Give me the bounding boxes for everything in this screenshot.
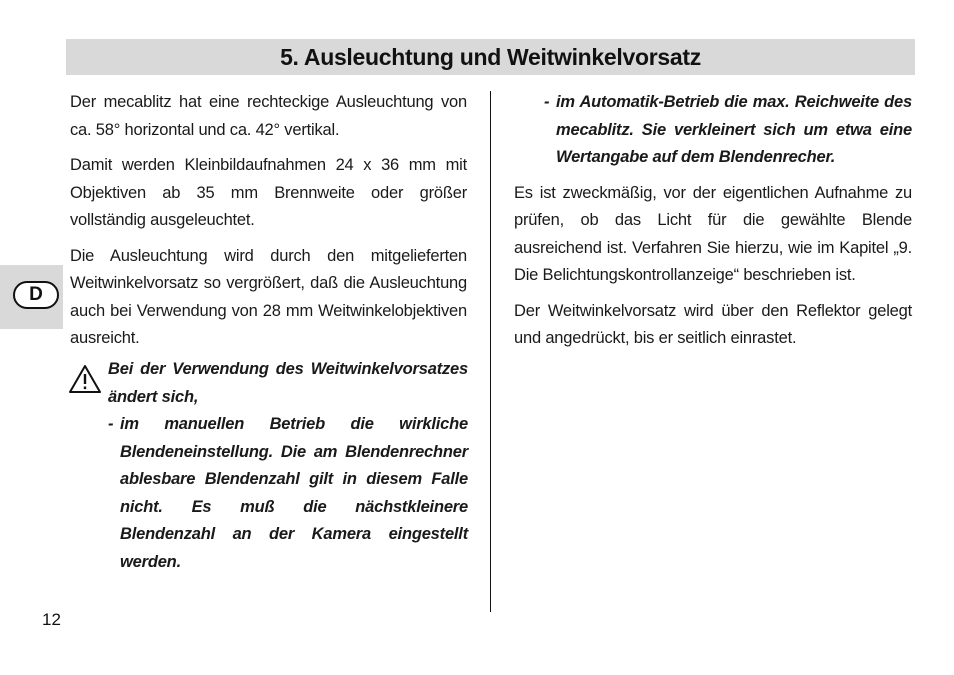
warning-text	[108, 356, 468, 576]
paragraph-check-light: Es ist zweckmäßig, vor der eigentlichen Aufnahme zu prüfen, ob das Licht für die gewählte Blende ausreichend ist. Verfahren Sie hierzu, wie im Kapitel „9. Die Belichtungskontrollanzeige“ beschrieben ist.	[514, 183, 912, 284]
warning-triangle-icon	[68, 364, 102, 394]
automatic-mode-bullet	[544, 89, 912, 172]
column-divider	[490, 91, 491, 612]
page-number: 12	[42, 610, 61, 629]
warning-block	[66, 356, 468, 576]
warning-intro: Bei der Verwendung des Weitwinkelvorsatzes ändert sich,	[108, 360, 468, 406]
automatic-mode-bullet-text: im Automatik-Betrieb die max. Reichweite des mecablitz. Sie verkleinert sich um etwa eine Wertangabe auf dem Blendenrecher.	[556, 93, 912, 166]
paragraph-lens-coverage: Damit werden Kleinbildaufnahmen 24 x 36 mm mit Objektiven ab 35 mm Brennweite oder größer vollständig ausgeleuchtet.	[70, 156, 467, 229]
paragraph-wide-angle: Die Ausleuchtung wird durch den mitgelieferten Weitwinkelvorsatz so vergrößert, daß die Ausleuchtung auch bei Verwendung von 28 mm Weitwinkelobjektiven ausreicht.	[70, 246, 467, 347]
paragraph-attach-adapter: Der Weitwinkelvorsatz wird über den Reflektor gelegt und angedrückt, bis er seitlich einrastet.	[514, 301, 912, 347]
section-title-bar	[66, 39, 915, 75]
warning-bullet-text: im manuellen Betrieb die wirkliche Blendeneinstellung. Die am Blendenrechner ablesbare Blendenzahl gilt in diesem Falle nicht. Es muß die nächstkleinere Blendenzahl an der Kamera eingestellt werden.	[120, 415, 468, 571]
bullet-dash: -	[544, 93, 550, 111]
right-column	[514, 89, 912, 361]
warning-bullet	[108, 411, 468, 576]
bullet-dash: -	[108, 415, 114, 433]
left-column	[70, 89, 467, 361]
language-badge: D	[13, 281, 59, 309]
paragraph-coverage: Der mecablitz hat eine rechteckige Ausleuchtung von ca. 58° horizontal und ca. 42° vertikal.	[70, 93, 467, 139]
page-title: 5. Ausleuchtung und Weitwinkelvorsatz	[280, 43, 701, 70]
